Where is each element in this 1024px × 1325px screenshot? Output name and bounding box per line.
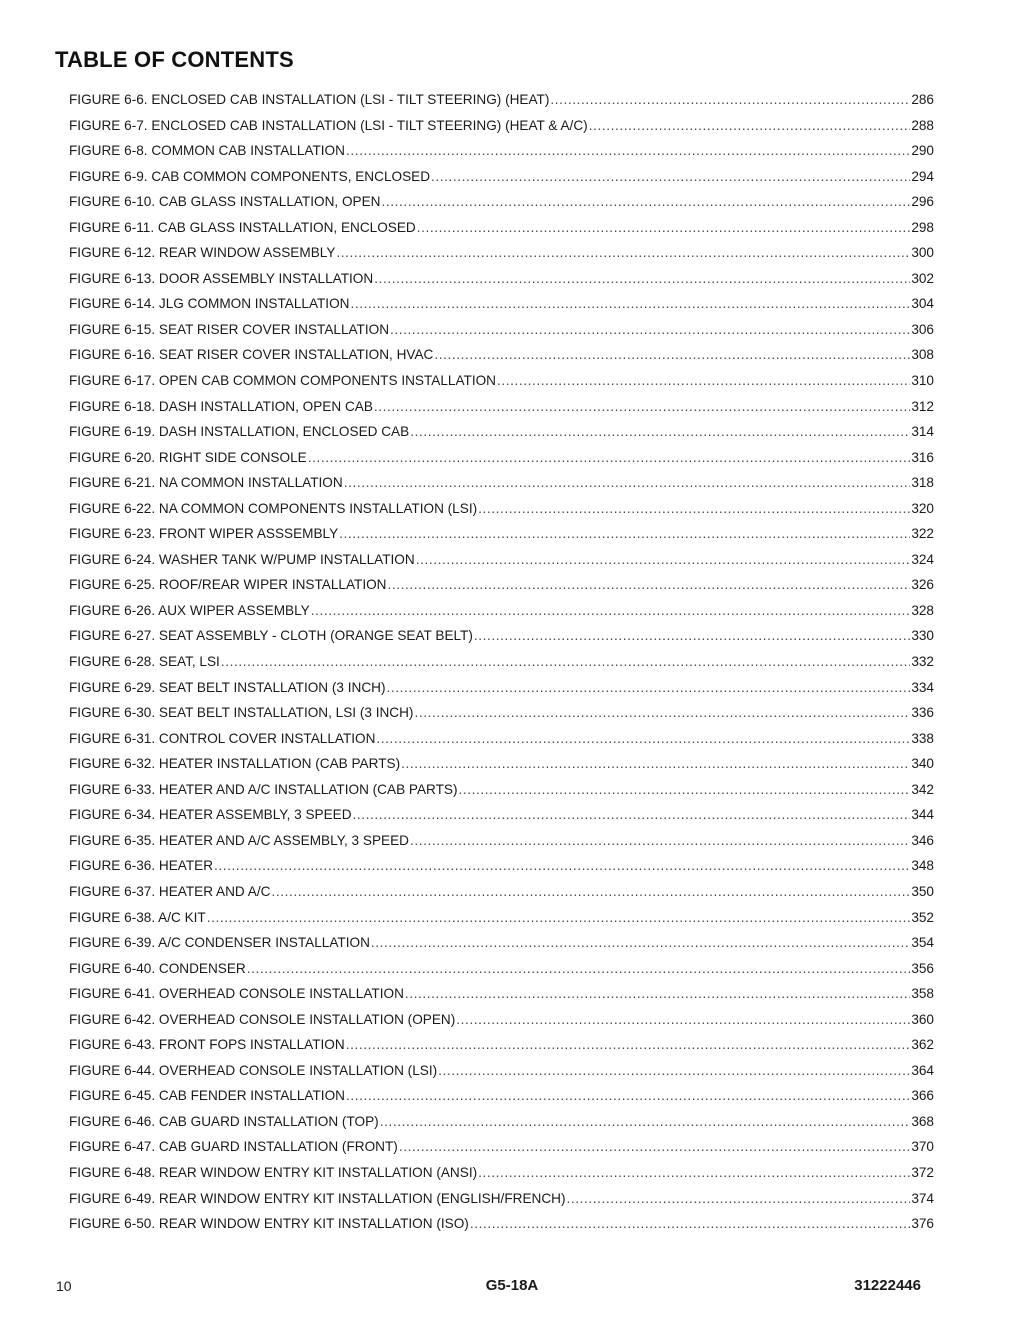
toc-entry[interactable]	[69, 1163, 934, 1189]
dot-leader	[434, 345, 910, 365]
toc-entry-page: 352	[911, 909, 934, 925]
toc-entry[interactable]	[69, 933, 934, 959]
toc-entry-label: FIGURE 6-22. NA COMMON COMPONENTS INSTALLATION (LSI)	[69, 500, 478, 516]
toc-entry[interactable]	[69, 856, 934, 882]
toc-entry-page: 300	[911, 245, 934, 261]
toc-entry-page: 288	[911, 117, 934, 133]
toc-entry[interactable]	[69, 1189, 934, 1215]
dot-leader	[456, 1010, 910, 1030]
toc-entry-page: 364	[911, 1062, 934, 1078]
dot-leader	[410, 831, 910, 851]
toc-entry-page: 338	[911, 730, 934, 746]
toc-entry-label: FIGURE 6-42. OVERHEAD CONSOLE INSTALLATION (OPEN)	[69, 1011, 456, 1027]
toc-entry[interactable]	[69, 448, 934, 474]
toc-entry[interactable]	[69, 550, 934, 576]
dot-leader	[459, 780, 911, 800]
toc-entry-label: FIGURE 6-38. A/C KIT	[69, 909, 206, 925]
toc-entry[interactable]	[69, 1061, 934, 1087]
dot-leader	[567, 1189, 911, 1209]
toc-list	[69, 90, 934, 1240]
dot-leader	[405, 984, 910, 1004]
toc-entry[interactable]	[69, 167, 934, 193]
toc-entry[interactable]	[69, 397, 934, 423]
toc-entry-page: 336	[911, 705, 934, 721]
dot-leader	[390, 320, 910, 340]
toc-entry-page: 368	[911, 1113, 934, 1129]
toc-entry-page: 350	[911, 883, 934, 899]
dot-leader	[374, 397, 910, 417]
toc-entry-page: 302	[911, 270, 934, 286]
toc-entry-label: FIGURE 6-31. CONTROL COVER INSTALLATION	[69, 730, 376, 746]
toc-entry-label: FIGURE 6-23. FRONT WIPER ASSSEMBLY	[69, 526, 339, 542]
toc-entry-label: FIGURE 6-44. OVERHEAD CONSOLE INSTALLATION (LSI)	[69, 1062, 438, 1078]
toc-entry-label: FIGURE 6-45. CAB FENDER INSTALLATION	[69, 1088, 345, 1104]
toc-entry-label: FIGURE 6-34. HEATER ASSEMBLY, 3 SPEED	[69, 807, 352, 823]
toc-entry-page: 316	[911, 449, 934, 465]
dot-leader	[308, 448, 911, 468]
toc-entry[interactable]	[69, 959, 934, 985]
toc-entry-page: 286	[911, 92, 934, 107]
toc-entry-label: FIGURE 6-18. DASH INSTALLATION, OPEN CAB	[69, 398, 373, 414]
toc-entry-page: 358	[911, 986, 934, 1002]
toc-entry-page: 312	[911, 398, 934, 414]
toc-entry-label: FIGURE 6-37. HEATER AND A/C	[69, 883, 271, 899]
dot-leader	[381, 192, 910, 212]
footer-model: G5-18A	[485, 1277, 539, 1294]
toc-entry-page: 324	[911, 551, 934, 567]
toc-entry-page: 294	[911, 168, 934, 184]
dot-leader	[376, 729, 910, 749]
toc-entry-label: FIGURE 6-29. SEAT BELT INSTALLATION (3 INCH)	[69, 679, 386, 695]
toc-entry[interactable]	[69, 652, 934, 678]
toc-entry-label: FIGURE 6-48. REAR WINDOW ENTRY KIT INSTALLATION (ANSI)	[69, 1164, 478, 1180]
dot-leader	[247, 959, 911, 979]
toc-entry-page: 374	[911, 1190, 934, 1206]
dot-leader	[371, 933, 910, 953]
toc-entry-page: 308	[911, 347, 934, 363]
toc-entry-page: 376	[911, 1216, 934, 1232]
toc-entry-label: FIGURE 6-28. SEAT, LSI	[69, 654, 220, 670]
toc-entry[interactable]	[69, 1137, 934, 1163]
toc-entry[interactable]	[69, 192, 934, 218]
toc-entry-label: FIGURE 6-47. CAB GUARD INSTALLATION (FRONT)	[69, 1139, 398, 1155]
toc-entry-label: FIGURE 6-41. OVERHEAD CONSOLE INSTALLATION	[69, 986, 404, 1002]
toc-entry-page: 334	[911, 679, 934, 695]
dot-leader	[339, 524, 910, 544]
toc-entry-label: FIGURE 6-17. OPEN CAB COMMON COMPONENTS INSTALLATION	[69, 373, 497, 389]
toc-entry[interactable]	[69, 575, 934, 601]
toc-entry[interactable]	[69, 1214, 934, 1240]
toc-entry-label: FIGURE 6-10. CAB GLASS INSTALLATION, OPEN	[69, 194, 381, 210]
toc-entry-label: FIGURE 6-35. HEATER AND A/C ASSEMBLY, 3 SPEED	[69, 832, 409, 848]
toc-entry-page: 370	[911, 1139, 934, 1155]
toc-entry-page: 348	[911, 858, 934, 874]
toc-entry[interactable]	[69, 473, 934, 499]
toc-entry[interactable]	[69, 626, 934, 652]
toc-entry-label: FIGURE 6-9. CAB COMMON COMPONENTS, ENCLOSED	[69, 168, 431, 184]
dot-leader	[311, 601, 911, 621]
dot-leader	[474, 626, 910, 646]
dot-leader	[387, 678, 911, 698]
toc-entry[interactable]	[69, 269, 934, 295]
toc-entry-page: 372	[911, 1164, 934, 1180]
dot-leader	[207, 908, 911, 928]
dot-leader	[589, 116, 911, 136]
dot-leader	[497, 371, 910, 391]
toc-entry[interactable]	[69, 218, 934, 244]
page-title: TABLE OF CONTENTS	[55, 47, 294, 72]
toc-entry-page: 320	[911, 500, 934, 516]
dot-leader	[410, 422, 910, 442]
toc-entry[interactable]	[69, 908, 934, 934]
toc-entry-label: FIGURE 6-21. NA COMMON INSTALLATION	[69, 475, 343, 491]
toc-entry[interactable]	[69, 780, 934, 806]
toc-entry-label: FIGURE 6-49. REAR WINDOW ENTRY KIT INSTALLATION (ENGLISH/FRENCH)	[69, 1190, 566, 1206]
footer-doc-number: 31222446	[854, 1277, 921, 1294]
toc-entry-page: 344	[911, 807, 934, 823]
toc-entry[interactable]	[69, 831, 934, 857]
toc-entry[interactable]	[69, 984, 934, 1010]
dot-leader	[374, 269, 910, 289]
toc-entry-label: FIGURE 6-33. HEATER AND A/C INSTALLATION (CAB PARTS)	[69, 781, 458, 797]
toc-entry[interactable]	[69, 601, 934, 627]
toc-entry-page: 290	[911, 143, 934, 159]
toc-entry[interactable]	[69, 422, 934, 448]
dot-leader	[431, 167, 910, 187]
dot-leader	[336, 243, 910, 263]
toc-entry[interactable]	[69, 345, 934, 371]
toc-entry-label: FIGURE 6-16. SEAT RISER COVER INSTALLATION, HVAC	[69, 347, 434, 363]
toc-entry[interactable]	[69, 499, 934, 525]
toc-entry-label: FIGURE 6-39. A/C CONDENSER INSTALLATION	[69, 935, 370, 951]
dot-leader	[438, 1061, 910, 1081]
toc-entry[interactable]	[69, 1010, 934, 1036]
toc-entry-label: FIGURE 6-7. ENCLOSED CAB INSTALLATION (LSI - TILT STEERING) (HEAT & A/C)	[69, 117, 588, 133]
toc-entry[interactable]	[69, 243, 934, 269]
dot-leader	[380, 1112, 911, 1132]
dot-leader	[388, 575, 911, 595]
toc-entry-label: FIGURE 6-14. JLG COMMON INSTALLATION	[69, 296, 350, 312]
toc-entry-page: 298	[911, 219, 934, 235]
toc-entry-page: 366	[911, 1088, 934, 1104]
toc-entry[interactable]	[69, 1086, 934, 1112]
toc-entry[interactable]	[69, 90, 934, 116]
toc-entry-page: 310	[911, 373, 934, 389]
toc-entry-page: 322	[911, 526, 934, 542]
toc-entry[interactable]	[69, 805, 934, 831]
toc-entry-label: FIGURE 6-32. HEATER INSTALLATION (CAB PARTS)	[69, 756, 401, 772]
dot-leader	[346, 1035, 911, 1055]
toc-entry-page: 304	[911, 296, 934, 312]
dot-leader	[401, 754, 910, 774]
dot-leader	[271, 882, 910, 902]
dot-leader	[346, 1086, 910, 1106]
toc-entry-page: 356	[911, 960, 934, 976]
toc-entry-page: 328	[911, 602, 934, 618]
toc-entry-label: FIGURE 6-50. REAR WINDOW ENTRY KIT INSTALLATION (ISO)	[69, 1216, 469, 1232]
toc-entry-label: FIGURE 6-40. CONDENSER	[69, 960, 246, 976]
toc-entry-label: FIGURE 6-24. WASHER TANK W/PUMP INSTALLATION	[69, 551, 415, 567]
toc-entry-label: FIGURE 6-15. SEAT RISER COVER INSTALLATION	[69, 321, 390, 337]
toc-entry[interactable]	[69, 1112, 934, 1138]
toc-entry-page: 330	[911, 628, 934, 644]
dot-leader	[478, 499, 910, 519]
dot-leader	[470, 1214, 910, 1234]
toc-entry-page: 296	[911, 194, 934, 210]
toc-entry[interactable]	[69, 116, 934, 142]
dot-leader	[399, 1137, 911, 1157]
toc-entry-label: FIGURE 6-25. ROOF/REAR WIPER INSTALLATION	[69, 577, 387, 593]
toc-entry[interactable]	[69, 294, 934, 320]
toc-entry-label: FIGURE 6-6. ENCLOSED CAB INSTALLATION (LSI - TILT STEERING) (HEAT)	[69, 92, 550, 107]
dot-leader	[478, 1163, 910, 1183]
toc-entry-page: 354	[911, 935, 934, 951]
toc-entry[interactable]	[69, 524, 934, 550]
toc-entry-label: FIGURE 6-46. CAB GUARD INSTALLATION (TOP)	[69, 1113, 379, 1129]
toc-entry[interactable]	[69, 882, 934, 908]
toc-entry-page: 314	[911, 424, 934, 440]
dot-leader	[344, 473, 911, 493]
toc-entry-label: FIGURE 6-27. SEAT ASSEMBLY - CLOTH (ORANGE SEAT BELT)	[69, 628, 473, 644]
toc-entry-page: 360	[911, 1011, 934, 1027]
toc-entry-label: FIGURE 6-13. DOOR ASSEMBLY INSTALLATION	[69, 270, 374, 286]
toc-entry[interactable]	[69, 141, 934, 167]
toc-entry-label: FIGURE 6-12. REAR WINDOW ASSEMBLY	[69, 245, 336, 261]
toc-entry[interactable]	[69, 754, 934, 780]
dot-leader	[353, 805, 911, 825]
toc-entry-page: 362	[911, 1037, 934, 1053]
toc-entry[interactable]	[69, 320, 934, 346]
toc-entry-page: 306	[911, 321, 934, 337]
dot-leader	[221, 652, 910, 672]
toc-entry-page: 326	[911, 577, 934, 593]
dot-leader	[550, 90, 910, 110]
toc-entry-label: FIGURE 6-20. RIGHT SIDE CONSOLE	[69, 449, 307, 465]
toc-entry[interactable]	[69, 678, 934, 704]
toc-entry-label: FIGURE 6-36. HEATER	[69, 858, 214, 874]
toc-entry-page: 340	[911, 756, 934, 772]
toc-entry-label: FIGURE 6-30. SEAT BELT INSTALLATION, LSI (3 INCH)	[69, 705, 414, 721]
dot-leader	[350, 294, 910, 314]
dot-leader	[214, 856, 910, 876]
toc-entry-page: 318	[911, 475, 934, 491]
toc-entry-page: 346	[911, 832, 934, 848]
footer-page-number: 10	[56, 1278, 72, 1294]
toc-entry-page: 332	[911, 654, 934, 670]
toc-entry-label: FIGURE 6-11. CAB GLASS INSTALLATION, ENCLOSED	[69, 219, 416, 235]
toc-entry-label: FIGURE 6-19. DASH INSTALLATION, ENCLOSED CAB	[69, 424, 410, 440]
dot-leader	[414, 703, 910, 723]
dot-leader	[346, 141, 910, 161]
toc-entry-label: FIGURE 6-26. AUX WIPER ASSEMBLY	[69, 602, 310, 618]
dot-leader	[417, 218, 911, 238]
toc-entry-label: FIGURE 6-43. FRONT FOPS INSTALLATION	[69, 1037, 345, 1053]
toc-entry[interactable]	[69, 1035, 934, 1061]
dot-leader	[416, 550, 911, 570]
toc-entry[interactable]	[69, 703, 934, 729]
toc-entry[interactable]	[69, 371, 934, 397]
toc-entry[interactable]	[69, 729, 934, 755]
toc-entry-page: 342	[911, 781, 934, 797]
toc-entry-label: FIGURE 6-8. COMMON CAB INSTALLATION	[69, 143, 345, 159]
